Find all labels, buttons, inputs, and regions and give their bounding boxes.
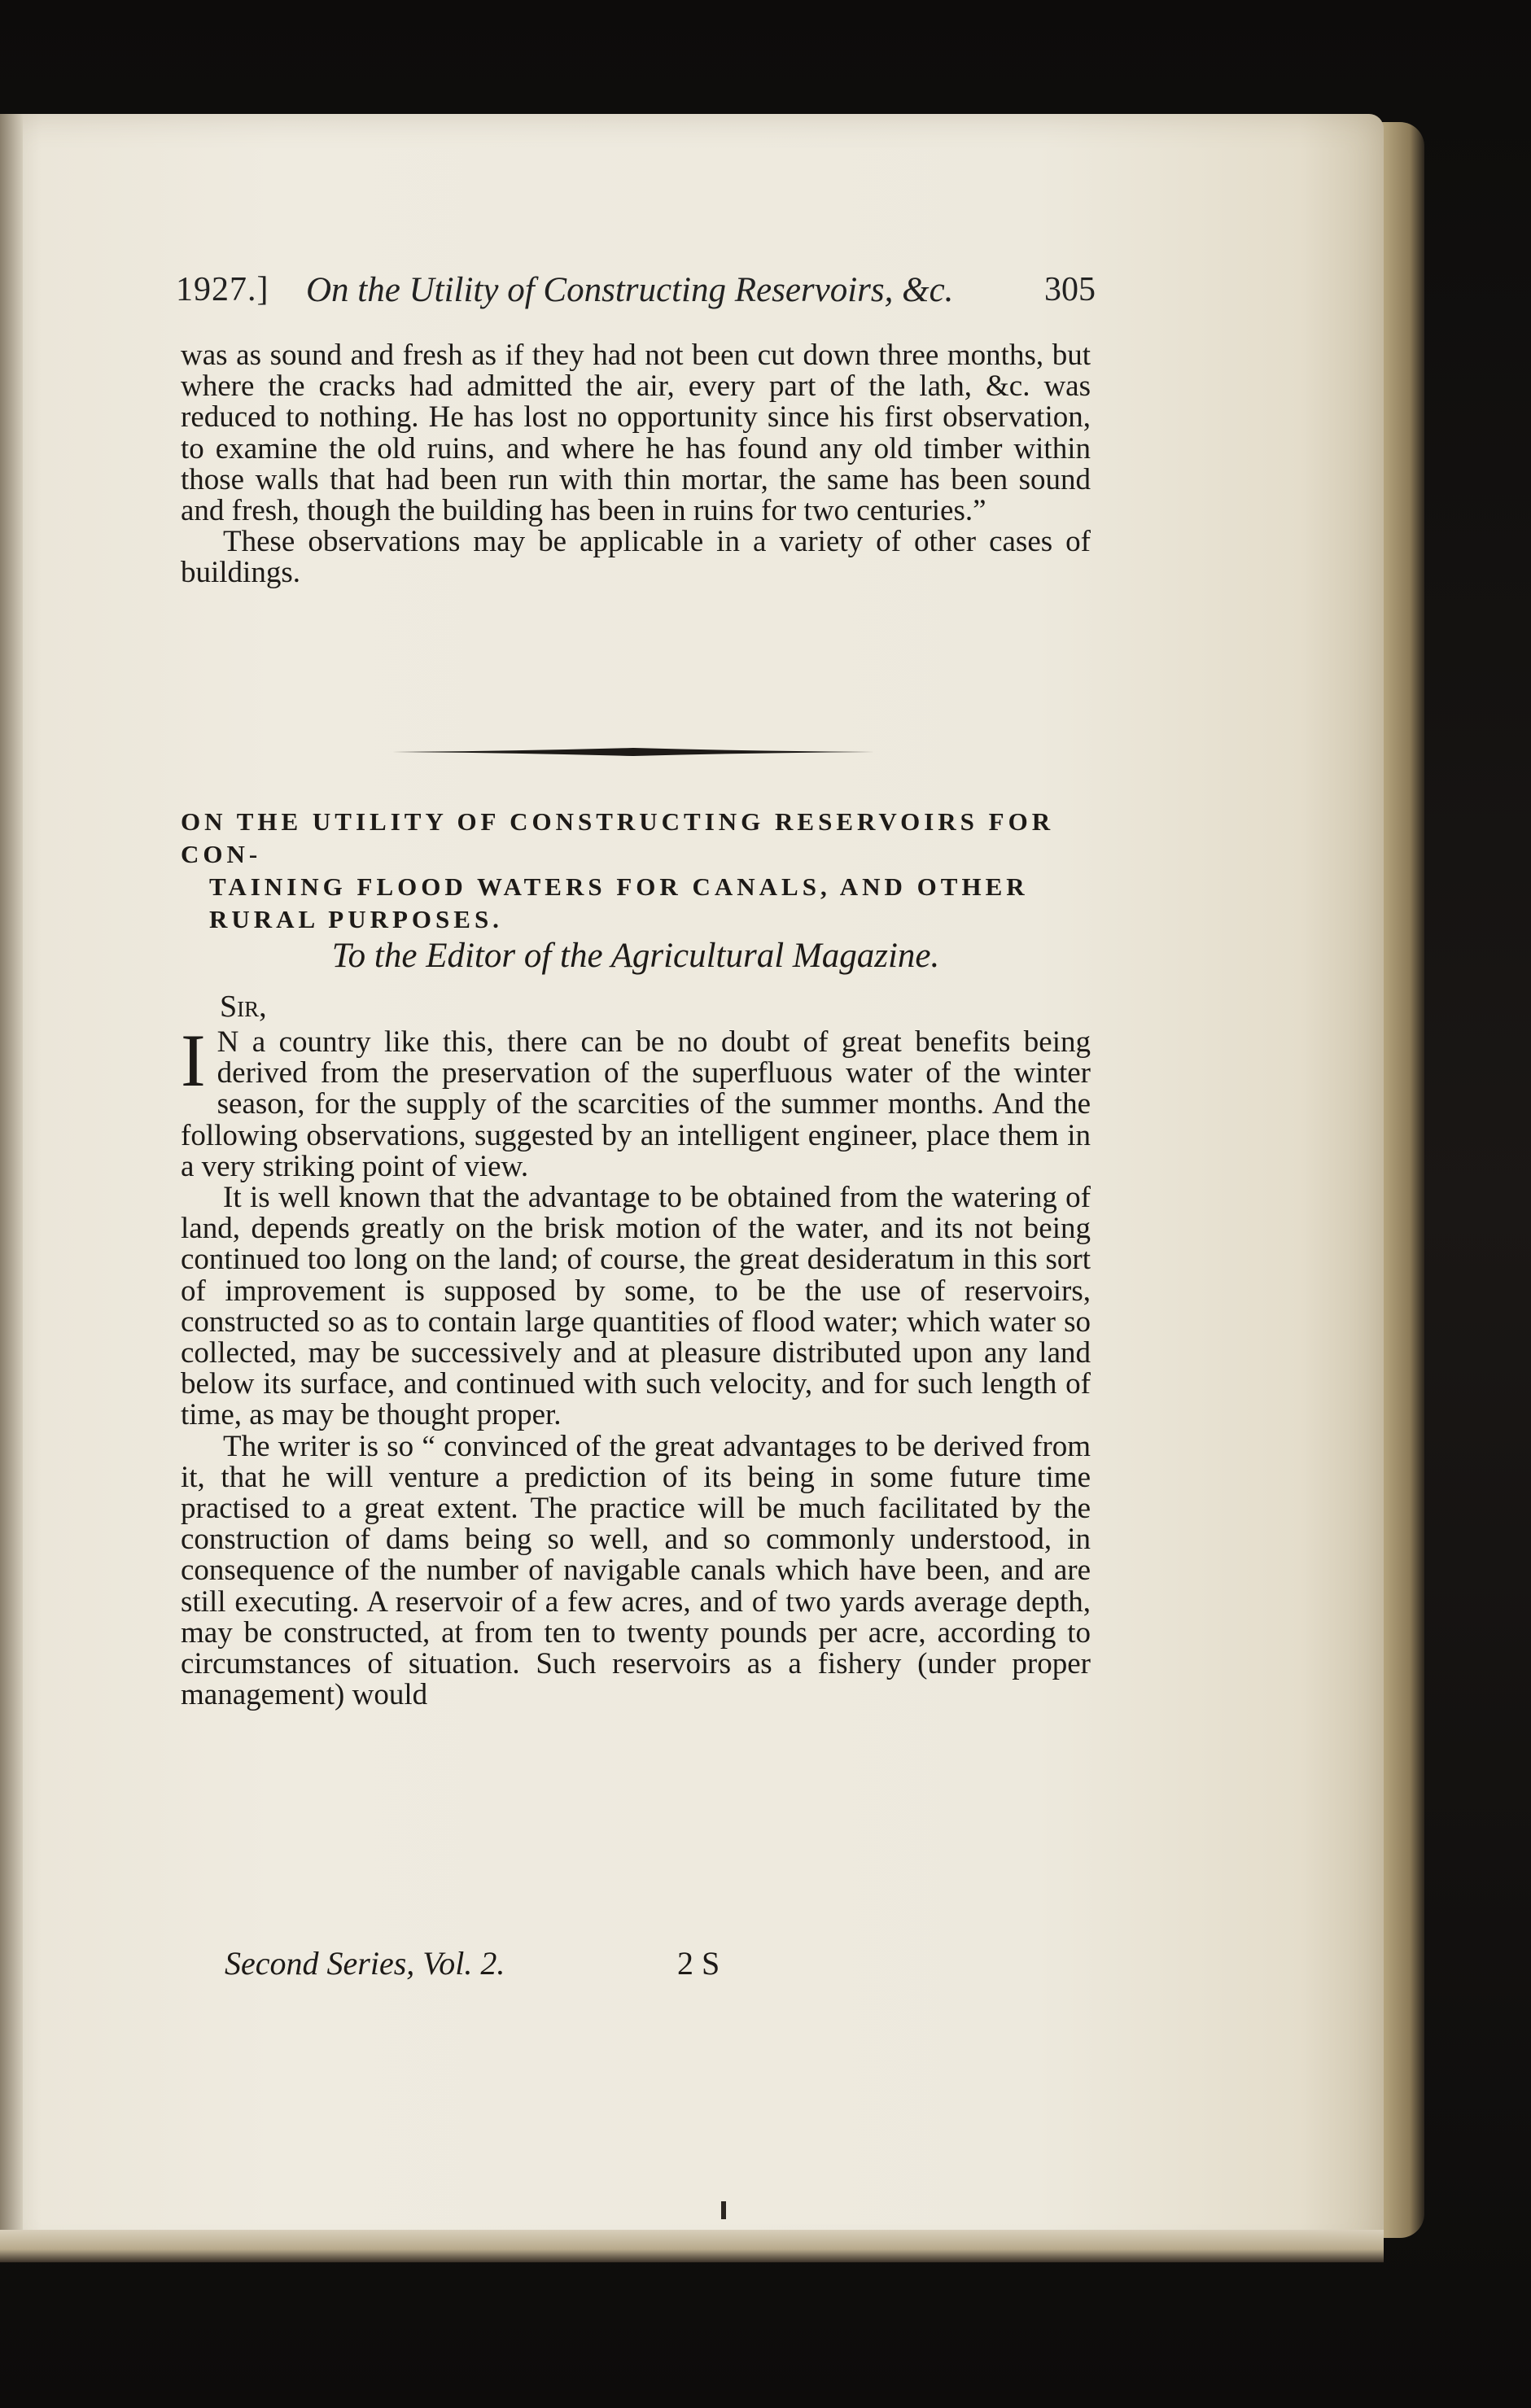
body-paragraph: The writer is so “ convinced of the great advantages to be derived from it, that he will venture a prediction of its being in some future time practised to a great extent. The practice will be much facilitated by the construction of dams being so well, and so commonly understood, in consequence of the number of navigable canals which have been, and are still executing. A reservoir of a few acres, and of two yards average depth, may be constructed, at from ten to twenty pounds per acre, according to circumstances of situation. Such reservoirs as a fishery (under proper management) would [181,1429,1091,1712]
header-year: 1927.] [176,271,269,308]
drop-cap: I [181,1019,206,1102]
header-title: On the Utility of Constructing Reservoirs, &c. [306,271,954,309]
body-paragraph: It is well known that the advantage to be obtained from the watering of land, depends greatly on the brisk motion of the water, and its not being continued too long on the land; of course, the great desideratum in this sort of improvement is supposed by some, to be the use of reservoirs, constructed so as to contain large quantities of flood water; which water so collected, may be successively and at pleasure distributed upon any land below its surface, and continued with such velocity, and for such length of time, as may be thought proper. [181,1181,1091,1432]
page-bottom-edge [0,2230,1384,2262]
section-divider-rule [392,746,874,758]
article-subtitle: To the Editor of the Agricultural Magazine. [331,937,940,975]
continued-paragraph: was as sound and fresh as if they had not been cut down three months, but where the cracks had admitted the air, every part of the lath, &c. was reduced to nothing. He has lost no opportunity since his first observation, to examine the old ruins, and where he has found any old timber within those walls that had been run with thin mortar, the same has been sound and fresh, though the building has been in ruins for two centuries.” [181,339,1091,528]
continued-text [181,340,1091,589]
series-volume: Second Series, Vol. 2. [225,1945,505,1982]
article-title-line-3: RURAL PURPOSES. [209,905,503,933]
article-title-line-1: ON THE UTILITY OF CONSTRUCTING RESERVOIRS FOR CON- [181,807,1055,868]
running-header [176,265,1096,322]
book-gutter [0,114,23,2262]
article-body [181,1019,1091,1712]
first-paragraph-text: N a country like this, there can be no doubt of great benefits being derived from the preservation of the superfluous water of the winter season, for the supply of the scarcities of the summer months. And the following observations, suggested by an intelligent engineer, place them in a very striking point of view. [181,1025,1091,1183]
article-title-line-2: TAINING FLOOD WATERS FOR CANALS, AND OTHER [209,872,1029,901]
first-paragraph [181,1019,1091,1183]
article-title [181,806,1091,936]
signature-mark: 2 S [677,1945,720,1982]
page-footer [225,1944,794,1985]
page-mark [721,2201,726,2219]
closing-paragraph: These observations may be applicable in a variety of other cases of buildings. [181,525,1091,590]
page-number: 305 [1044,271,1096,308]
salutation: Sir, [220,990,267,1024]
